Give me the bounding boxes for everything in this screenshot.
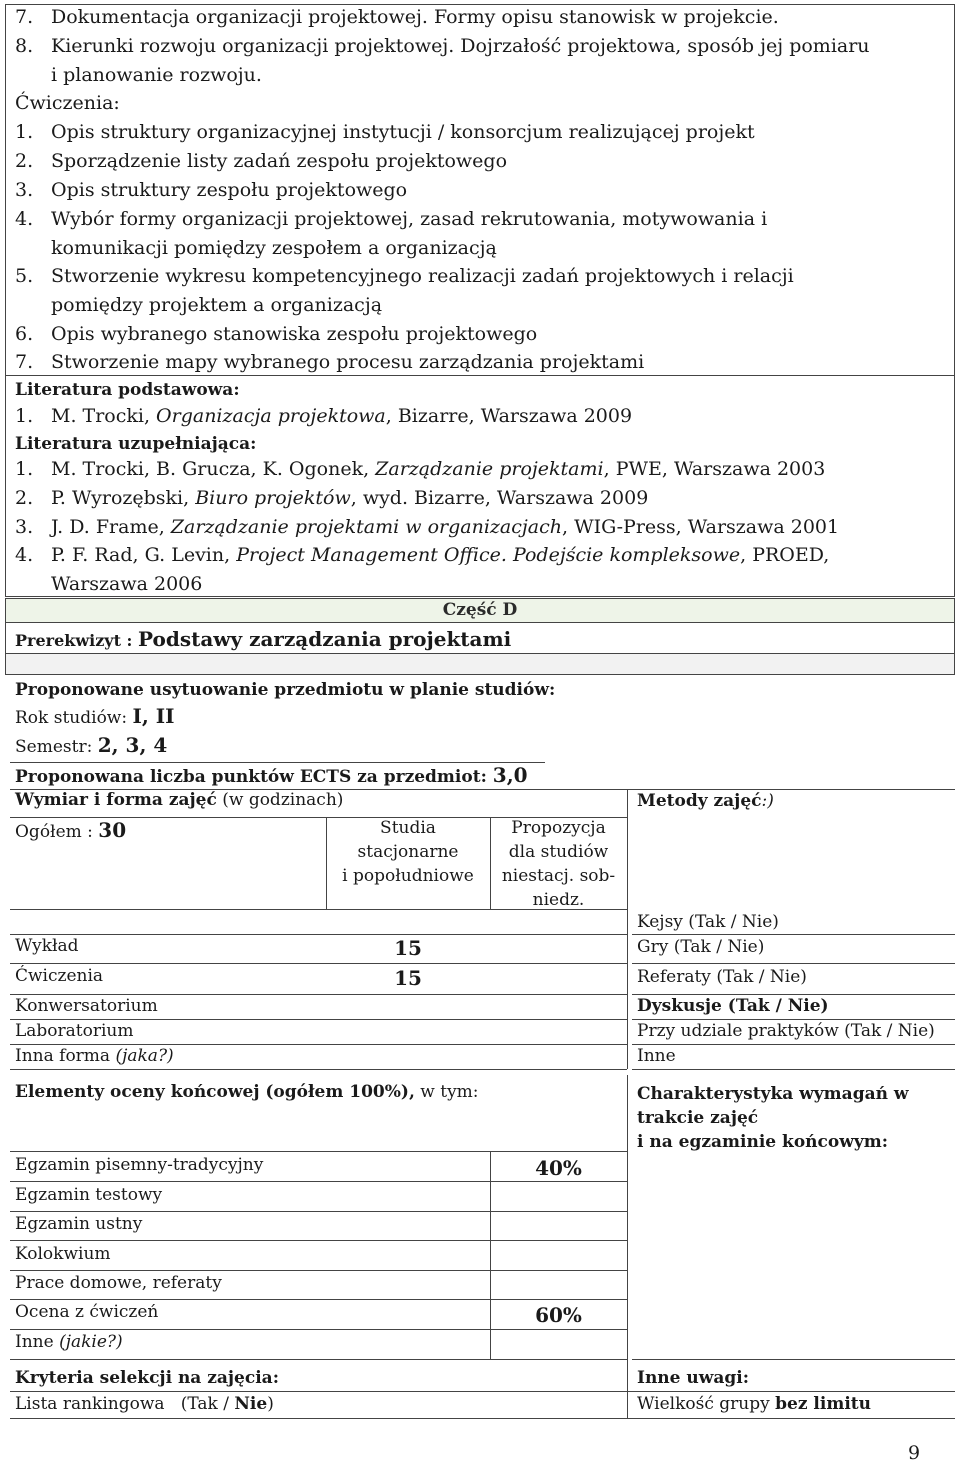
total-hours: Ogółem : 30 <box>15 818 127 842</box>
part-title: Część D <box>442 600 518 620</box>
lit-sup-item: 4. P. F. Rad, G. Levin, Project Management Office. Podejście kompleksowe, PROED, <box>15 544 830 566</box>
form-label: Laboratorium <box>15 1021 134 1041</box>
method-item: Gry (Tak / Nie) <box>637 937 765 957</box>
method-item: Przy udziale praktyków (Tak / Nie) <box>637 1021 935 1041</box>
col-stationary-header: Studia stacjonarne i popołudniowe <box>342 818 474 886</box>
criteria-value: Lista rankingowa (Tak / Nie) <box>15 1394 274 1414</box>
semester: Semestr: 2, 3, 4 <box>15 733 168 757</box>
assessment-weight: 40% <box>535 1156 582 1180</box>
form-hours: 15 <box>394 936 422 960</box>
lit-sup-item: 1. M. Trocki, B. Grucza, K. Ogonek, Zarządzanie projektami, PWE, Warszawa 2003 <box>15 458 826 480</box>
form-label: Wykład <box>15 936 79 956</box>
form-hours: 15 <box>394 966 422 990</box>
lit-basic-item: 1. M. Trocki, Organizacja projektowa, Bizarre, Warszawa 2009 <box>15 405 633 427</box>
assessment-label: Egzamin ustny <box>15 1214 143 1234</box>
method-item: Referaty (Tak / Nie) <box>637 967 807 987</box>
assessment-title: Elementy oceny końcowej (ogółem 100%), w tym: <box>15 1082 479 1102</box>
notes-value: Wielkość grupy bez limitu <box>637 1394 872 1414</box>
notes-title: Inne uwagi: <box>637 1368 750 1388</box>
assessment-weight: 60% <box>535 1303 582 1327</box>
page-number: 9 <box>908 1442 921 1464</box>
form-label: Ćwiczenia <box>15 966 104 986</box>
exercise-item: 6. Opis wybranego stanowiska zespołu projektowego <box>15 323 538 345</box>
exercise-item: 5. Stworzenie wykresu kompetencyjnego realizacji zadań projektowych i relacji <box>15 265 794 287</box>
exercise-item-cont: komunikacji pomiędzy zespołem a organizacją <box>51 237 497 259</box>
form-label: Konwersatorium <box>15 996 158 1016</box>
exercise-item: 1. Opis struktury organizacyjnej instytucji / konsorcjum realizującej projekt <box>15 121 755 143</box>
ects: Proponowana liczba punktów ECTS za przedmiot: 3,0 <box>15 763 528 787</box>
assessment-label: Egzamin pisemny-tradycyjny <box>15 1155 264 1175</box>
assessment-label: Kolokwium <box>15 1244 111 1264</box>
program-item: 7. Dokumentacja organizacji projektowej. Formy opisu stanowisk w projekcie. <box>15 6 779 28</box>
exercise-item: 2. Sporządzenie listy zadań zespołu projektowego <box>15 150 508 172</box>
exercise-item: 4. Wybór formy organizacji projektowej, zasad rekrutowania, motywowania i <box>15 208 768 230</box>
exercise-item: 7. Stworzenie mapy wybranego procesu zarządzania projektami <box>15 351 645 373</box>
lit-basic-title: Literatura podstawowa: <box>15 380 240 400</box>
exercises-title: Ćwiczenia: <box>15 92 120 114</box>
col-proposal-header: Propozycja dla studiów niestacj. sob- niedz. <box>501 818 616 910</box>
spacer-row <box>5 653 955 675</box>
lit-sup-title: Literatura uzupełniająca: <box>15 434 257 454</box>
method-item: Kejsy (Tak / Nie) <box>637 912 779 932</box>
program-item-cont: i planowanie rozwoju. <box>51 64 262 86</box>
assessment-label: Inne (jakie?) <box>15 1332 123 1352</box>
form-label: Inna forma (jaka?) <box>15 1046 174 1066</box>
prerequisite: Prerekwizyt : Podstawy zarządzania projektami <box>15 627 512 651</box>
lit-sup-item: 2. P. Wyrozębski, Biuro projektów, wyd. Bizarre, Warszawa 2009 <box>15 487 649 509</box>
assessment-label: Egzamin testowy <box>15 1185 163 1205</box>
lit-sup-item: 3. J. D. Frame, Zarządzanie projektami w organizacjach, WIG-Press, Warszawa 2001 <box>15 516 840 538</box>
criteria-title: Kryteria selekcji na zajęcia: <box>15 1368 279 1388</box>
assessment-label: Ocena z ćwiczeń <box>15 1302 159 1322</box>
exercise-item-cont: pomiędzy projektem a organizacją <box>51 294 383 316</box>
program-item: 8. Kierunki rozwoju organizacji projektowej. Dojrzałość projektowa, sposób jej pomiaru <box>15 35 870 57</box>
year-of-study: Rok studiów: I, II <box>15 704 175 728</box>
method-item: Dyskusje (Tak / Nie) <box>637 996 829 1016</box>
hours-title: Wymiar i forma zajęć (w godzinach) <box>15 790 344 810</box>
assessment-label: Prace domowe, referaty <box>15 1273 222 1293</box>
lit-sup-item-cont: Warszawa 2006 <box>51 573 203 595</box>
exercise-item: 3. Opis struktury zespołu projektowego <box>15 179 408 201</box>
placement-title: Proponowane usytuowanie przedmiotu w planie studiów: <box>15 680 556 700</box>
requirements-title: Charakterystyka wymagań w trakcie zajęć i na egzaminie końcowym: <box>637 1084 909 1152</box>
method-item: Inne <box>637 1046 676 1066</box>
methods-title: Metody zajęć:) <box>637 791 774 811</box>
